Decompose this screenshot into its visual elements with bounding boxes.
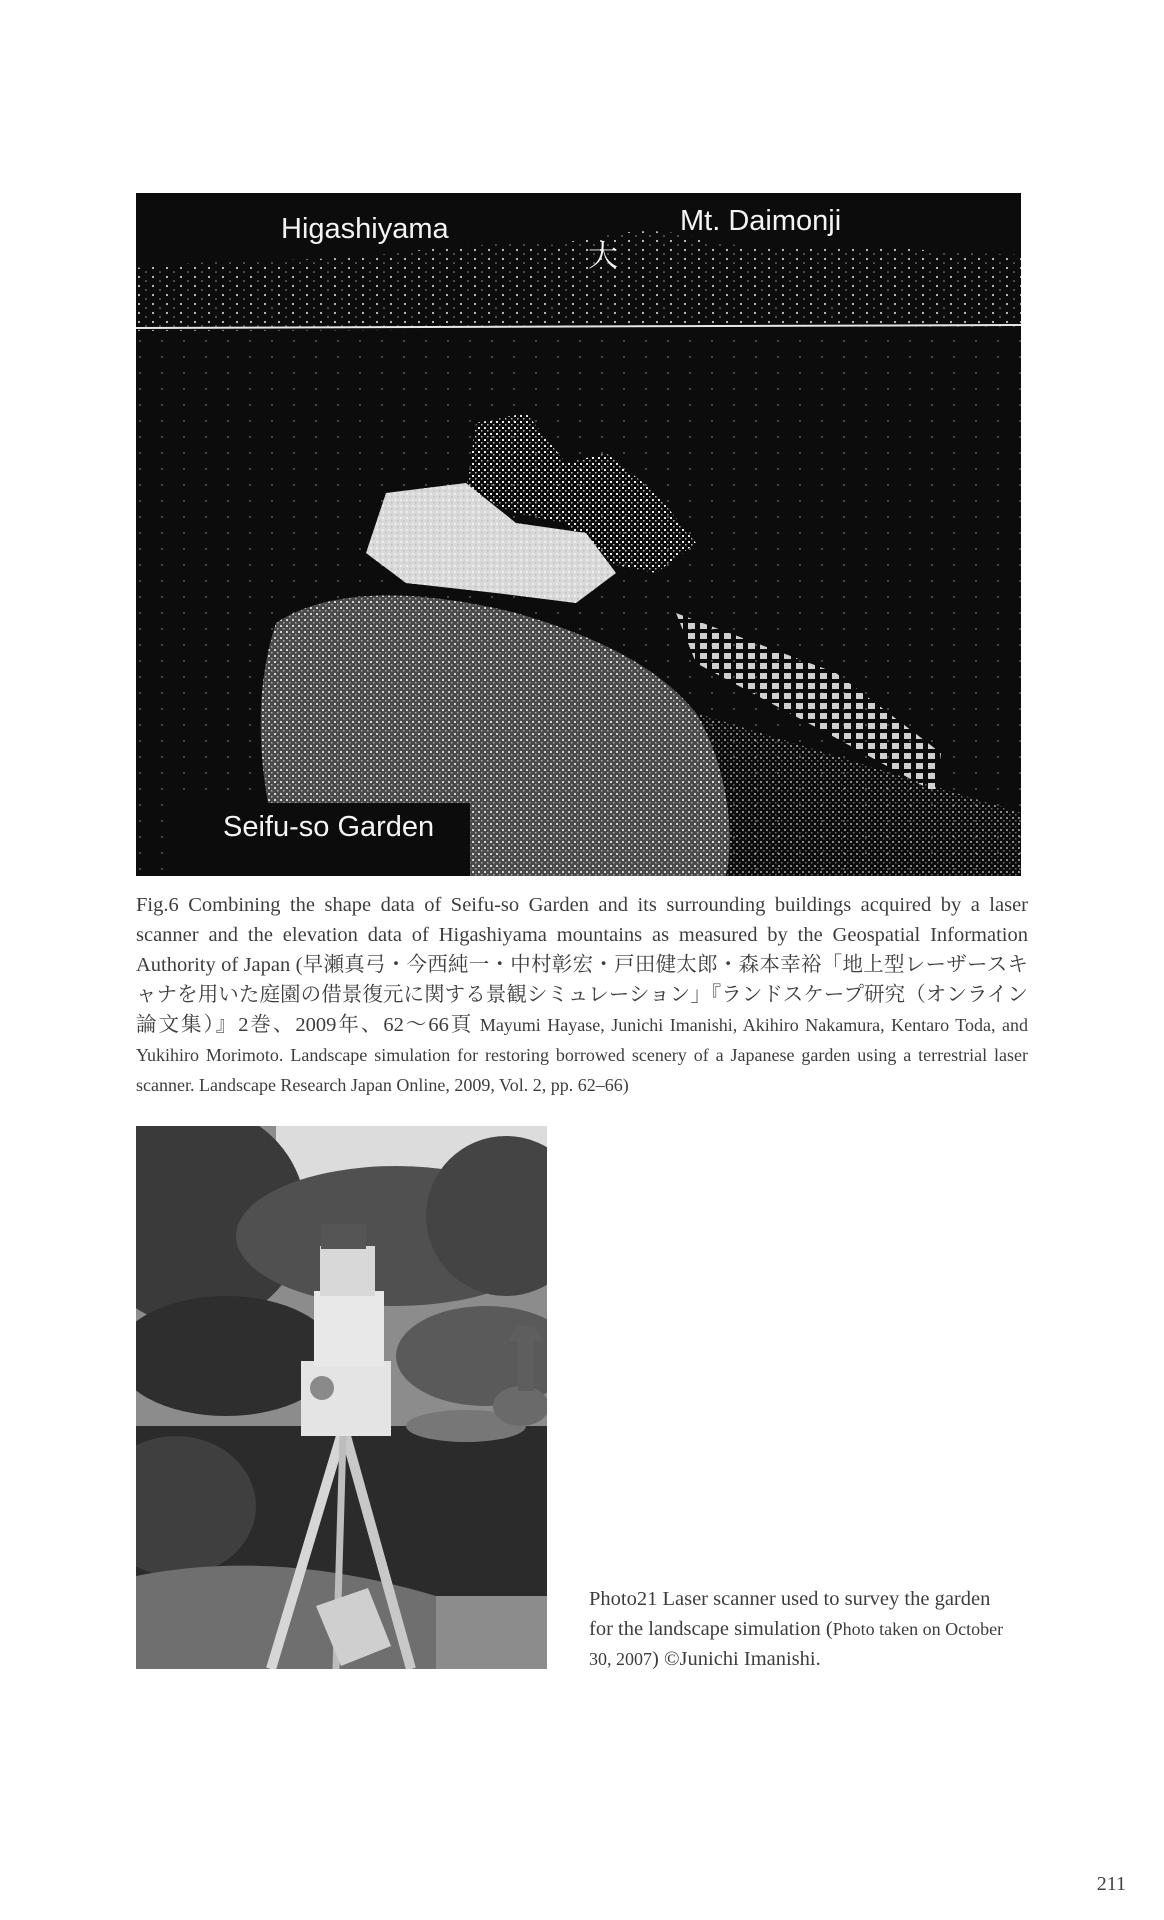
label-mt-daimonji: Mt. Daimonji xyxy=(680,205,842,237)
label-seifu-so-garden: Seifu-so Garden xyxy=(223,811,435,843)
photo-caption-date: Photo taken on October 30, 2007 xyxy=(589,1619,1004,1669)
page-number: 211 xyxy=(1096,1873,1126,1895)
label-higashiyama: Higashiyama xyxy=(281,213,449,245)
photo-caption-main: Photo21 Laser scanner used to survey the garden for the landscape simulation ( xyxy=(589,1588,991,1640)
photo-caption-credit: ) ©Junichi Imanishi. xyxy=(652,1648,821,1670)
figure-6-point-cloud xyxy=(136,193,1021,876)
garden-scanner-graphic xyxy=(136,1126,547,1669)
point-cloud-graphic xyxy=(136,193,1021,876)
daimonji-character: 大 xyxy=(588,239,618,274)
caption-reference: Mayumi Hayase, Junichi Imanishi, Akihiro Nakamura, Kentaro Toda, and Yukihiro Morimoto. Landscape simulation for restoring borrowed scenery of a Japanese garden using a terrestrial laser scanner. Landscape Research Japan Online, 2009, Vol. 2, pp. 62–66) xyxy=(136,1015,1029,1095)
photo-21-laser-scanner xyxy=(136,1126,547,1669)
caption-main-text: Fig.6 Combining the shape data of Seifu-so Garden and its surrounding buildings acquired by a laser scanner and the elevation data of Higashiyama mountains as measured by the Geospatial Information Authority of Japan (早瀬真弓・今西純一・中村彰宏・戸田健太郎・森本幸裕「地上型レーザースキャナを用いた庭園の借景復元に関する景観シミュレーション」『ランドスケープ研究（オンライン論文集）』2巻、2009年、62〜66頁 xyxy=(136,894,1028,1036)
photo-21-caption xyxy=(589,1584,1009,1674)
figure-6-caption xyxy=(136,890,1028,1100)
